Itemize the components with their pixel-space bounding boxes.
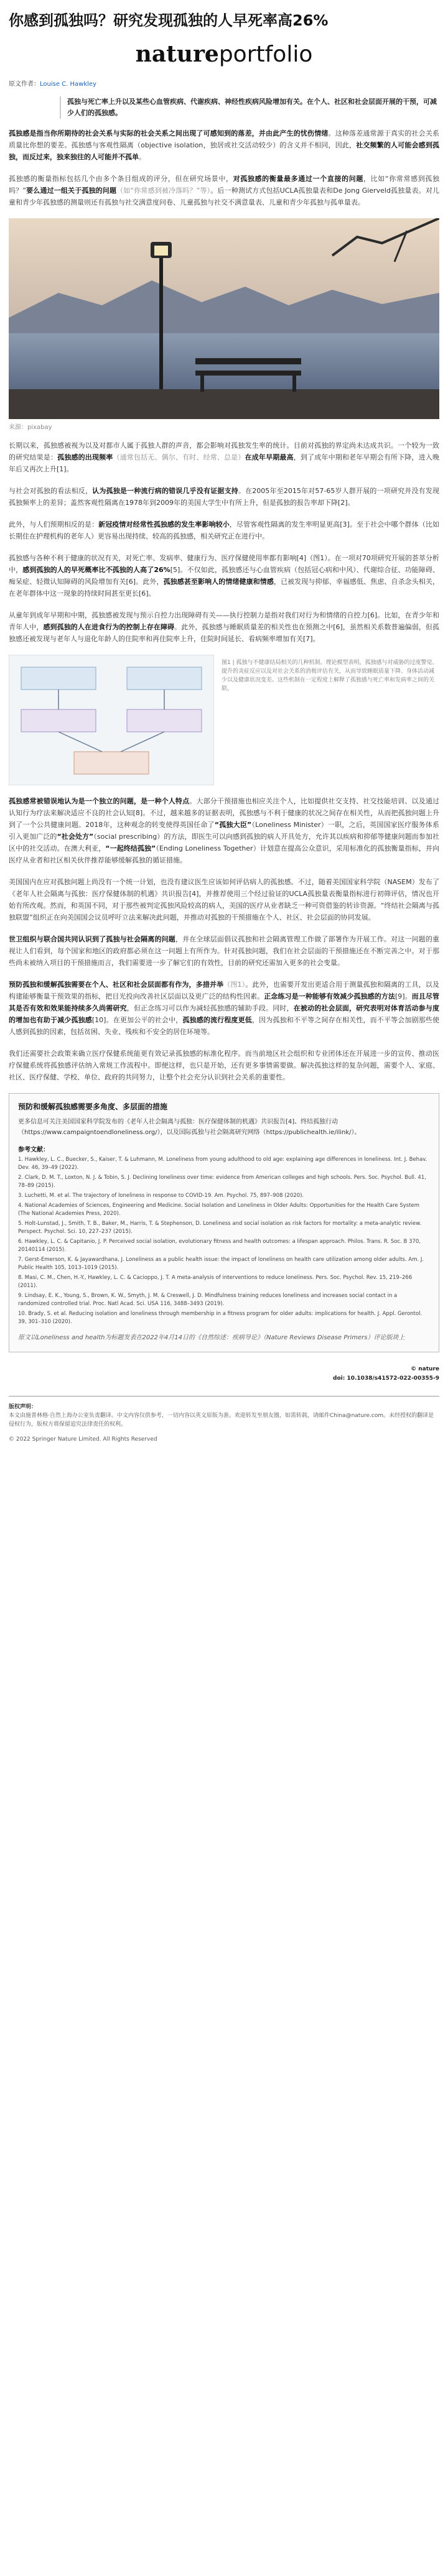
p9-text-a: 美国国内在应对孤独问题上尚没有一个统一计划，也没有建议医生应该如何评估病人的孤独感。不过，随着美国国家科学院（NASEM）发布了《老年人社会隔离与孤独：医疗保健体制的机遇》共识报告 — [9, 878, 439, 898]
p8-text-b: 。大部分干预措施也相应关注个人，比如提供社交支持、社交技能培训、以及通过认知行为疗法来解决适应不良的社会认知 — [9, 797, 440, 817]
p4-text-e: 。 — [347, 499, 355, 507]
p6-ref-e[interactable]: [5] — [170, 566, 180, 574]
author-prefix: 原文作者： — [9, 81, 40, 88]
p7-ref-b[interactable]: [6] — [367, 611, 378, 619]
reference-item: 5. Holt-Lunstad, J., Smith, T. B., Baker, M., Harris, T. & Stephenson, D. Loneliness and social isolation as risk factors for mortality: a meta-analytic review. Perspect. Psychol. Sci. 10, 227–237 (2015). — [18, 1221, 422, 1235]
p11-text-i: ，但正念练习可以作为减轻孤独感的辅助手段 — [126, 1004, 266, 1012]
p7-text-g: ，虽然相关系数普遍偏弱，但孤独感还被发现与老年人与退化年龄人的住院率和再住院率上升，住院时间延长、看病频率增加有关 — [9, 623, 440, 643]
p11-ref-l[interactable]: [10] — [91, 1016, 106, 1024]
article-info — [9, 1365, 439, 1383]
p1-text-b: 。这种落差通常源于真实的社会关系质量比你想的要差。孤独感与客观性隔离（objective isolation，独居或社交活动较少）的含义并不相同，因此， — [9, 129, 440, 149]
p11-bold-k: 在被动的社会层面，研究表明对体育活动参与度的增加也有助于减少孤独感 — [9, 1004, 440, 1024]
p11-text-m: 。 — [106, 1016, 113, 1024]
p7-bold-d: 感到孤独的人在进食行为的控制上存在障碍 — [43, 623, 175, 631]
p6-ref-b[interactable]: [4] — [296, 554, 307, 562]
paragraph-2 — [9, 173, 439, 208]
p2-bold-b: 对孤独感的衡量最多通过一个直接的问题 — [233, 175, 363, 183]
references-title: 参考文献： — [18, 1147, 49, 1153]
p3-bold-b: 孤独感的出现频率 — [57, 453, 113, 461]
box-text: 更多信息可关注美国国家科学院发布的《老年人社会隔离与孤独：医疗保健体制的机遇》共识报告[4]、终结孤独行动（https://www.campaigntoendloneliness.org/），以及国际孤独与社会隔离研究网络（https://publichealth.ie/ilink/）。 — [18, 1119, 361, 1136]
p11-bold-o: 孤独感的流行程度更低 — [182, 1016, 252, 1024]
p3-grey-c: （通常包括无、偶尔、有时、经常、总是） — [113, 453, 245, 461]
p11-text-c: 。此外，也需要开发出更适合用于测量孤独和隔离的工具，以及构建能够衡量干预效果的指标，把目光投向改善社区层面以及更广泛的结构性因素。 — [9, 981, 439, 1000]
reference-item: 10. Brady, S. et al. Reducing isolation and loneliness through membership in a fitness program for older adults: implications for health. J. Appl. Gerontol. 39, 301–310 (2020). — [18, 1311, 422, 1325]
p4-text-c: 。在2005年至2015年对57-65岁人群开展的一项研究并没有发现孤独频率上的差异；盖然客观性隔离在1978年到2009年的美国大学生中有所上升，但是孤独的报告率却下降 — [9, 487, 440, 507]
fig-box-3 — [21, 709, 96, 732]
p7-text-c: 。比如，在青少年和青年人中， — [9, 611, 439, 631]
p1-bold-a: 孤独感是指当你所期待的社会关系与实际的社会关系之间出现了可感知到的落差，并由此产生的忧伤情绪 — [9, 129, 329, 137]
p3-text-g: 。 — [66, 465, 73, 473]
p2-text-a: 孤独感的衡量指标包括几个由多个条目组成的评分，但在研究场景中， — [9, 175, 233, 183]
p6-ref-g[interactable]: [6] — [126, 578, 136, 586]
photo-credit: 来源：pixabay — [9, 424, 52, 431]
summary-box: 孤独与死亡率上升以及某些心血管疾病、代谢疾病、神经性疾病风险增加有关。在个人、社区和社会层面开展的干预，可减少人们的孤独感。 — [60, 96, 439, 119]
p2-text-f: 。后一种测试方式包括UCLA孤独量表和De Jong Gierveld孤独量表。对儿童和青少年孤独感的测量则还有孤独与社交满意度问卷、儿童孤独与社交不满意量表、儿童和青少年孤独与孤单量表。 — [9, 187, 439, 206]
fig-box-5 — [74, 752, 149, 774]
paragraph-7 — [9, 609, 439, 645]
brand-bold: nature — [135, 41, 219, 67]
fig-box-4 — [127, 709, 202, 732]
box-footer: 原文以Loneliness and health为标题发表在2022年4月14日的《自然综述：疾病导论》（Nature Reviews Disease Primers）评论版块上 — [18, 1334, 405, 1341]
p2-bold-d: 要么通过一组关于孤独的问题 — [26, 187, 117, 195]
reference-item: 7. Gerst-Emerson, K. & Jayawardhana, J. Loneliness as a public health issue: the impact of loneliness on health care utilization among older adults. Am. J. Public Health 105, 1013–1019 (2015). — [18, 1257, 424, 1271]
p5-text-c: ，尽管客观性隔离的发生率明显更高 — [229, 520, 340, 529]
p7-text-i: 。 — [312, 635, 320, 643]
paragraph-5 — [9, 519, 439, 542]
nature-portfolio-logo — [9, 41, 439, 67]
box-title: 预防和缓解孤独感需要多角度、多层面的措施 — [18, 1102, 168, 1111]
p11-text-p: ，因为孤独和不平等之间存在相关性，而不平等会加剧那些使人感到孤独的因素，包括贫困、失业、残疾和不安全的居住环境等。 — [9, 1016, 440, 1036]
p6-text-f: 。不仅如此，孤独感还与心血管疾病（包括冠心病和中风）、代谢综合征、功能障碍、痴呆症、轻微认知障碍的风险增加有关 — [9, 566, 440, 586]
p8-bold-g: “社会处方” — [57, 833, 94, 841]
fig-box-1 — [21, 667, 96, 690]
paragraph-10 — [9, 933, 439, 969]
paragraph-8 — [9, 795, 439, 866]
p6-text-c: （图1）。在一项对70项研究开展的荟萃分析中， — [9, 554, 440, 574]
reference-item: 6. Hawkley, L. C. & Capitanio, J. P. Perceived social isolation, evolutionary fitness and health outcomes: a lifespan approach. Philos. Trans. R. Soc. B 370, 20140114 (2015). — [18, 1239, 421, 1253]
p11-text-n: 在更加公平的社会中， — [113, 1016, 183, 1024]
p10-text-b: ，并在全球层面倡议孤独和社会隔离管理工作做了部署作为开展工作。对这一问题的重视让人们看到，每个国家和地区的政府都必须在这一问题上有所作为。针对孤独问题，我们在社会层面的干预措施还在不断完善之中。对于那些尚未被纳入项目的干预措施而言，我们需要进一步了解它们的有效性，目前的研究还需加入更多的社会变量。 — [9, 935, 440, 967]
p6-bold-i: 孤独感甚至影响人的情绪健康和情感 — [163, 578, 274, 586]
doi-line[interactable]: doi: 10.1038/s41572-022-00355-9 — [333, 1375, 439, 1382]
paragraph-4 — [9, 485, 439, 509]
p6-ref-k[interactable]: [6] — [139, 589, 149, 598]
p6-bold-d: 感到孤独的人的早死概率比不孤独的人高了26% — [22, 566, 170, 574]
p7-text-a: 从童年到成年早期和中期，孤独感被发现与预示自控力出现障碍有关——执行控制力是指对我们对行为和情绪的自控力 — [9, 611, 368, 619]
p8-text-h: （social prescribing）的方法，即医生可以向感到孤独的病人开具处方，允许其以疾病和抑郁等健康问题而参加社区中的社交活动。在澳大利亚， — [9, 833, 439, 852]
p8-bold-a: 孤独感常被错误地认为是一个独立的问题，是一种个人特点 — [9, 797, 190, 805]
author-link[interactable]: Louise C. Hawkley — [40, 81, 96, 88]
p2-grey-e: （如“你常感到被冷落吗？”等） — [116, 187, 211, 195]
p10-bold-a: 世卫组织与联合国共同认识到了孤独与社会隔离的问题 — [9, 935, 175, 943]
p8-text-j: （Ending Loneliness Together）计划意在提高公众意识，采用标准化的孤独衡量指标，并向医疗从业者和社区相关伙伴推荐能够缓解孤独的循证措施。 — [9, 844, 440, 864]
figure-1-caption: 图1 | 孤独与不健康结局相关的几种机制。理论模型表明，孤独感与对威胁的过度警觉、提升的炎症反应以及对社会关系的消极评估有关，从而导致睡眠质量下降、身体活动减少以及健康状况变差。这些机制在一定程度上解释了孤独感与死亡率和发病率之间的关联。 — [222, 660, 438, 692]
p4-ref[interactable]: [2] — [338, 499, 348, 507]
paragraph-11 — [9, 979, 439, 1038]
p11-bold-a: 预防孤独和缓解孤独需要在个人、社区和社会层面都有作为，多措并举 — [9, 981, 224, 989]
p8-text-f: （Loneliness Minister）一职，之后，英国国家医疗服务体系引入更加广泛的 — [9, 821, 440, 841]
p6-text-h: 。此外， — [136, 578, 164, 586]
references-list — [18, 1156, 430, 1326]
p5-text-a: 此外，与人们预期相反的是： — [9, 520, 99, 529]
p11-bold-g: 而且尽管 — [411, 992, 440, 1000]
shore — [9, 389, 439, 419]
p2-text-c: ，比如“你常常感到孤独吗？” — [9, 175, 440, 195]
brand-light: portfolio — [218, 42, 313, 67]
p5-text-e: 。至于社会中哪个群体（比如长期住在护理机构的老年人）更容易出现持续、较高的孤独感，相关研究正在进行中。 — [9, 520, 440, 540]
p11-bold-d: 正念练习是一种能够有效减少孤独感的方法 — [264, 992, 395, 1000]
p6-text-j: ，已被发现与抑郁、幸福感低、焦虑、自杀念头相关，在老年群体中这一现象的持续时间甚至更长 — [9, 578, 440, 598]
copyright-title: 版权声明： — [9, 1404, 37, 1410]
figure-1 — [9, 655, 439, 785]
lake-bench-photo — [9, 218, 439, 419]
article-title: 你感到孤独吗？研究发现孤独的人早死率高26% — [9, 12, 329, 29]
p7-ref-f[interactable]: [6] — [333, 623, 343, 631]
reference-item: 3. Luchetti, M. et al. The trajectory of loneliness in response to COVID-19. Am. Psychol. 75, 897–908 (2020). — [18, 1193, 304, 1199]
p6-text-l: 。 — [148, 589, 156, 598]
reference-item: 1. Hawkley, L. C., Buecker, S., Kaiser, T. & Luhmann, M. Loneliness from young adulthood to old age: explaining age differences in loneliness. Int. J. Behav. Dev. 46, 39–49 (2022). — [18, 1156, 427, 1171]
p9-text-c: ，并推荐使用三个经过验证的UCLA孤独量表衡量指标进行初筛评估，情况也开始有所改观。然而，和英国不同，对于那些被判定孤独风险较高的病人，美国的医疗从业者缺乏一种可资借鉴的转诊资源。“终结社会隔离与孤独联盟”组织正在向美国国会议员呼吁立法来解决此问题，并推动对孤独的干预措施在个人、社区、社会层面的协同发展。 — [9, 890, 440, 921]
paragraph-12: 我们还需要社会政策来确立医疗保健系统能更有效记录孤独感的标准化程序。而当前地区社会组织和专业团体还在开展进一步的宣传、推动医疗保健系统将孤独感评估纳入常规工作流程中。即便这样，也只是开始，还有更多事情需要做。解决孤独这样的复杂问题，需要个人、家庭、社区、医疗保健、学校、单位、政府的共同努力，让整个社会充分认识到社会关系的重要性。 — [9, 1050, 439, 1081]
p11-text-f: 。 — [404, 992, 412, 1000]
p5-ref[interactable]: [3] — [340, 520, 350, 529]
copyright-text: 本文由施普林格·自然上海办公室负责翻译。中文内容仅供参考，一切内容以英文原版为准。欢迎转发至朋友圈，如需转载，请邮件China@nature.com。未经授权的翻译是侵权行为，版权方将保留追究法律责任的权利。 — [9, 1413, 434, 1428]
p4-bold-b: 认为孤独是一种流行病的错误几乎没有证据支持 — [92, 487, 238, 495]
copyright-notice — [9, 1403, 439, 1444]
paragraph-6 — [9, 552, 439, 599]
reference-item: 4. National Academies of Sciences, Engineering and Medicine. Social Isolation and Loneliness in Older Adults: Opportunities for the Health Care System (The National Academies Press, 2020). — [18, 1203, 420, 1217]
reference-item: 9. Lindsay, E. K., Young, S., Brown, K. W., Smyth, J. M. & Creswell, J. D. Mindfulness training reduces loneliness and increases social contact in a randomized controlled trial. Proc. Natl Acad. Sci. USA 116, 3488–3493 (2019). — [18, 1293, 398, 1307]
p4-text-a: 与社会对孤独的看法相反， — [9, 487, 93, 495]
author-credit — [0, 78, 448, 88]
paragraph-1 — [9, 127, 439, 163]
p9-ref-b[interactable]: [4] — [189, 890, 199, 898]
paragraph-3 — [9, 440, 439, 475]
p6-text-a: 孤独感与各种不利于健康的状况有关，对死亡率、发病率、健康行为、医疗保健使用率都有影响 — [9, 554, 297, 562]
article-header — [0, 0, 448, 78]
reference-item: 2. Clark, D. M. T., Loxton, N. J. & Tobin, S. J. Declining loneliness over time: evidence from American colleges and high schools. Pers. Soc. Psychol. Bull. 41, 78–89 (2015). — [18, 1175, 426, 1189]
p8-bold-e: “孤独大臣” — [214, 821, 252, 829]
figure-1-diagram — [9, 655, 214, 785]
reference-item: 8. Masi, C. M., Chen, H.-Y., Hawkley, L. C. & Cacioppo, J. T. A meta-analysis of interventions to reduce loneliness. Pers. Soc. Psychol. Rev. 15, 219–266 (2011). — [18, 1275, 413, 1289]
p8-bold-i: “一起终结孤独” — [105, 844, 156, 852]
p3-text-a: 长期以来，孤独感被视为以及对都市人属于孤独人群的声音，都会影响对孤独发生率的统计。目前对孤独的界定尚未达成共识。一个较为一致的研究结果是： — [9, 441, 439, 461]
p8-text-d: 。不过，越来越多的证据表明，孤独感与不利于健康的状况之间存在相关性，从而把孤独问题上升到了一个公共健康问题。2018年，这种观念的转变使得英国任命了 — [9, 809, 440, 829]
p1-text-d: 。 — [139, 153, 146, 161]
p1-bold-c: 社交频繁的人可能会感到孤独，而反过来，独来独往的人可能并不孤单 — [9, 141, 440, 161]
copyright-line: © nature — [411, 1366, 439, 1372]
fig-box-2 — [127, 667, 202, 690]
p11-bold-h: 其是否有效和效果能持续多久尚需研究 — [9, 1004, 127, 1012]
p11-text-j: 。同时， — [266, 1004, 294, 1012]
p11-grey-b: （图1） — [223, 981, 246, 989]
p7-text-e: 。此外，孤独感与睡眠质量差的相关性也在预测之中 — [174, 623, 334, 631]
info-box — [9, 1093, 439, 1352]
p3-text-e: ，到了成年中期和老年早期会有所下降，进入晚年后又再次上升 — [9, 453, 440, 473]
p7-ref-h[interactable]: [7] — [303, 635, 313, 643]
p3-ref[interactable]: [1] — [57, 465, 67, 473]
p11-ref-e[interactable]: [9] — [394, 992, 405, 1000]
p5-bold-b: 新冠疫情对经常性孤独感的发生率影响较小 — [98, 520, 230, 529]
copyright-footer: © 2022 Springer Nature Limited. All Rights Reserved — [9, 1436, 157, 1443]
p3-bold-d: 在成年早期最高 — [245, 453, 294, 461]
p8-ref-c[interactable]: [8] — [133, 809, 143, 817]
paragraph-9 — [9, 876, 439, 923]
